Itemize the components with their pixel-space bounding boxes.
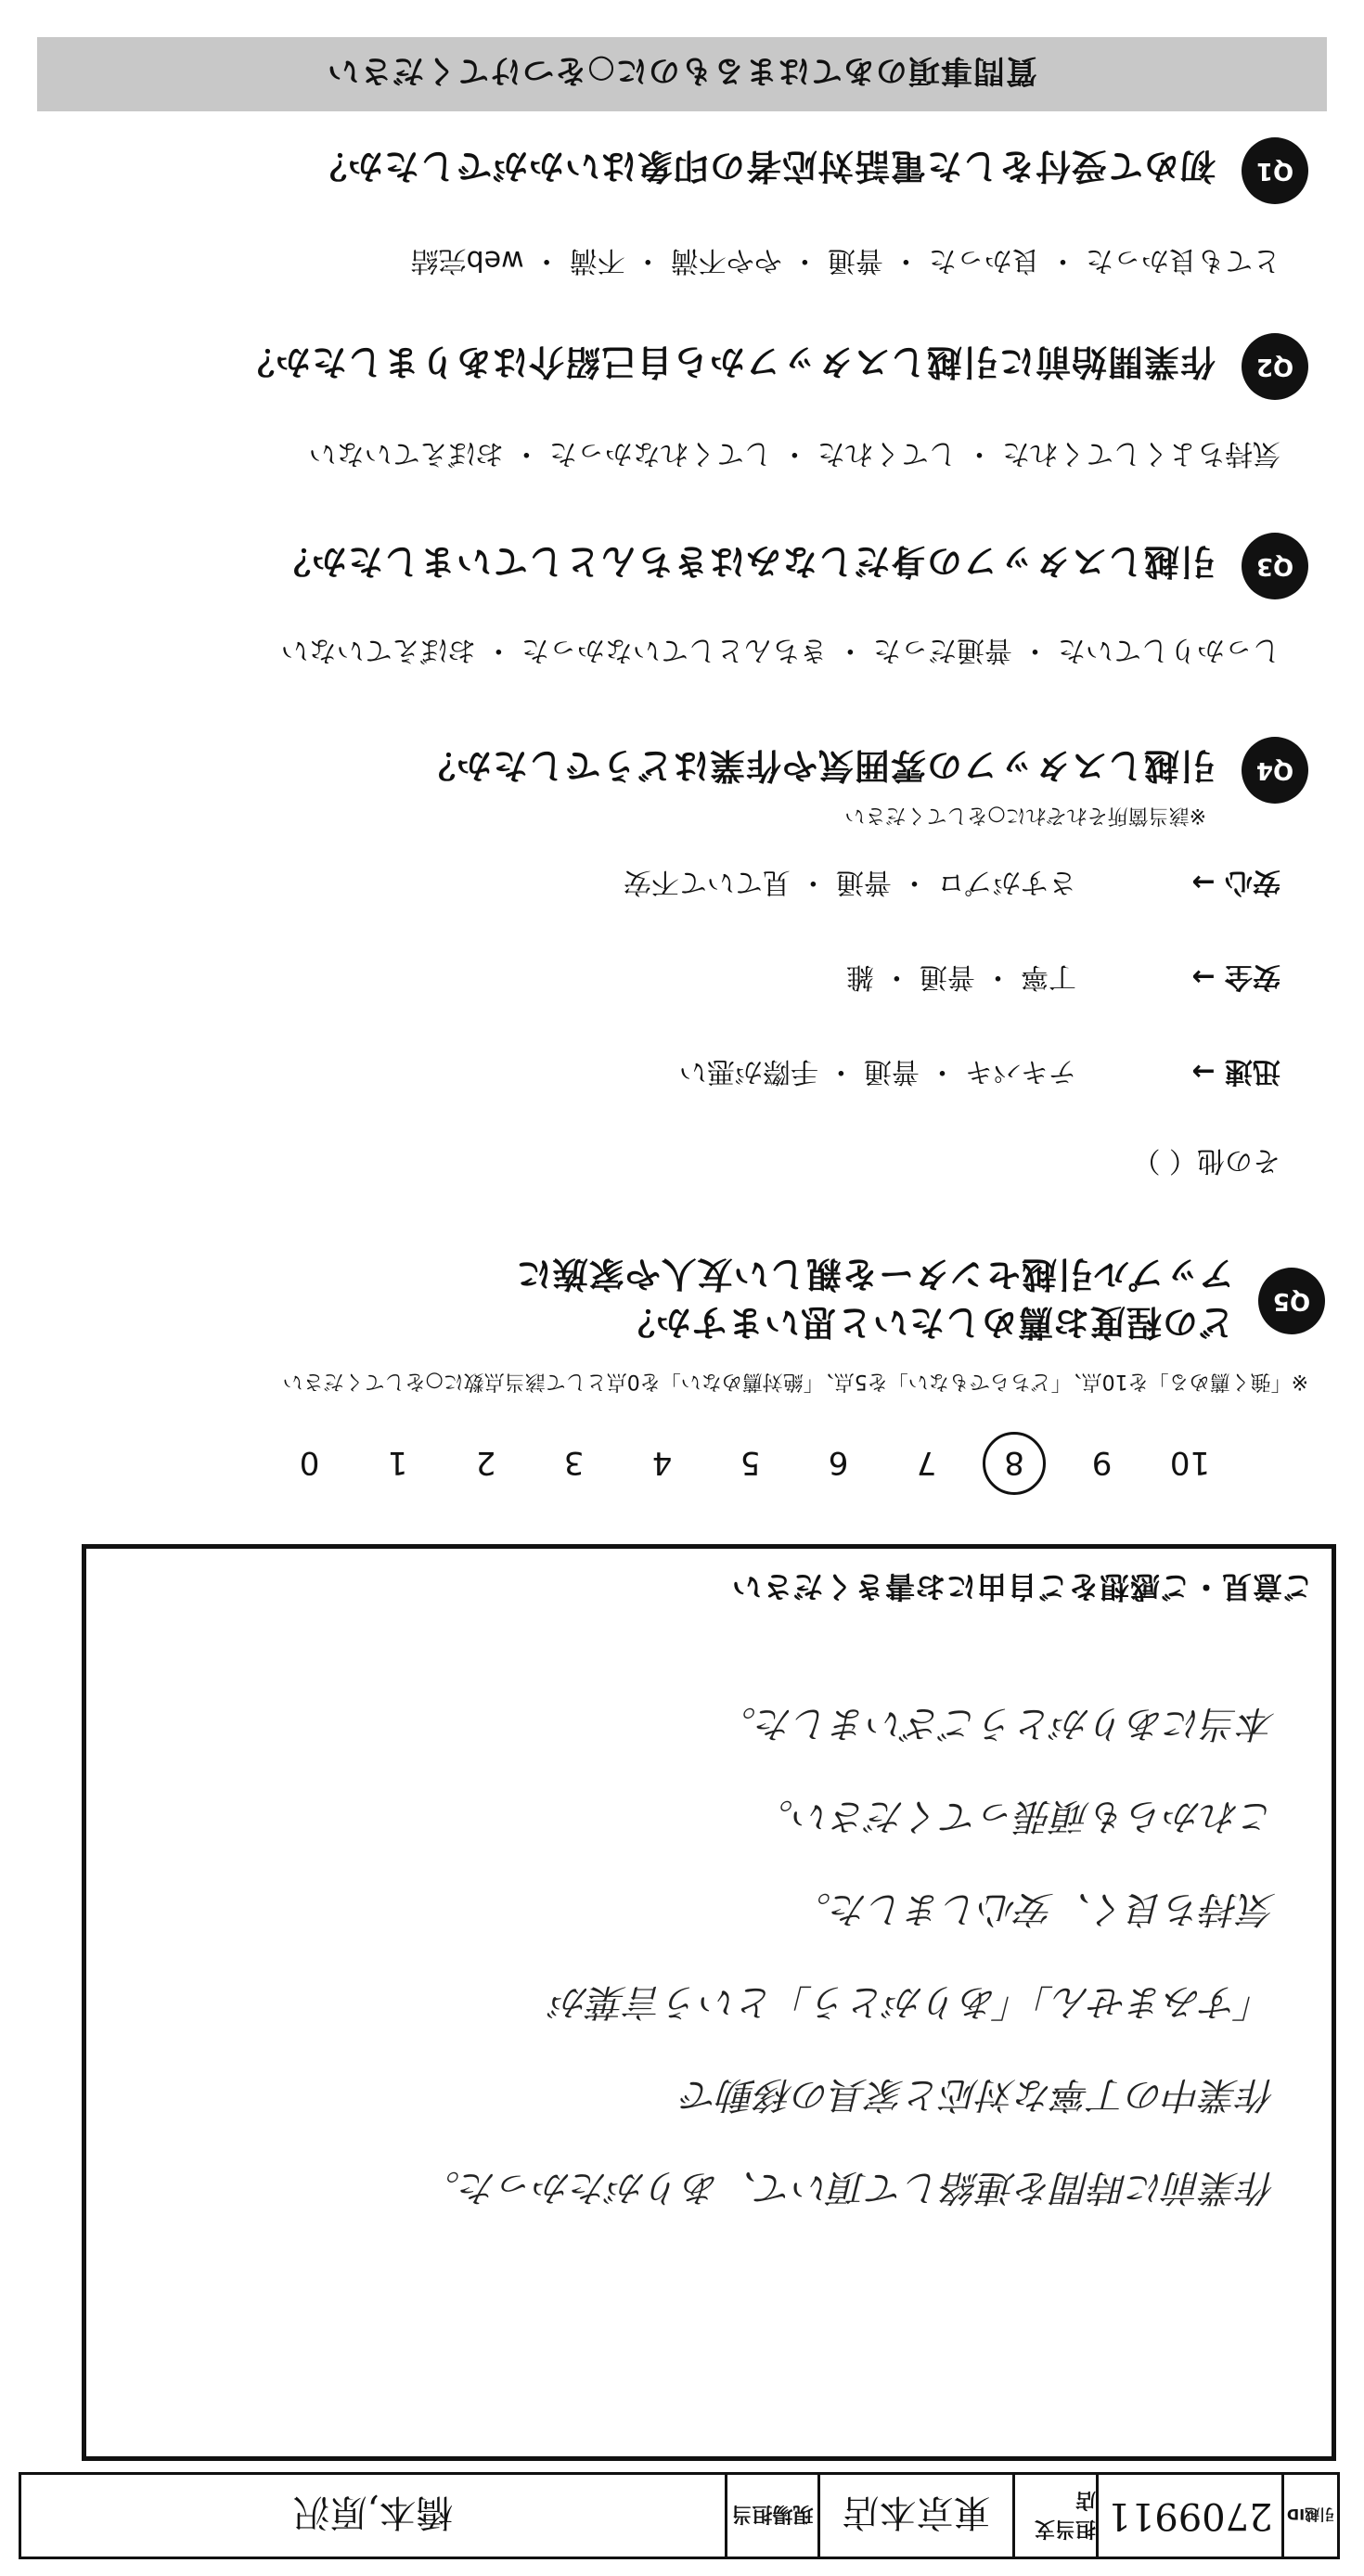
staff-value: 橋本,原沢 [292,2491,454,2534]
q3-options[interactable]: しっかりしていた ・ 普通だった ・ きちんとしていなかった ・ おぼえていない [280,634,1280,666]
branch-value-cell [817,2475,1012,2557]
branch-value: 東京本店 [842,2491,991,2534]
q3-question: 引越しスタッフの身だしなみはきちんとしていましたか？ [274,541,1216,582]
q4-note: ※該当箇所それぞれに○をしてください [844,804,1206,827]
id-value: 2709911 [1107,2494,1273,2537]
comment-line: 作業中の丁寧な対応と家具の移動で [682,2073,1276,2116]
comment-line: 本当にありがとうございました。 [719,1702,1276,1745]
q4-row3-label: 迅速 → [1191,1055,1280,1088]
q4-row2-options[interactable]: 丁寧 ・ 普通 ・ 雑 [845,960,1076,993]
id-label: 引越ID [1286,2505,1335,2524]
q2-badge: Q2 [1242,333,1308,400]
comments-handwriting [162,1677,1276,2234]
scale-6[interactable]: 6 [828,1444,849,1481]
nps-scale [213,1432,1234,1495]
q4-other[interactable]: その他（ ） [1132,1144,1280,1177]
q2-question: 作業開始前に引越しスタッフから自己紹介はありましたか？ [238,341,1216,382]
scale-10[interactable]: 10 [1169,1444,1211,1481]
branch-label: 担当支店 [1034,2488,1096,2540]
q4-row1-label: 安心 → [1191,866,1280,898]
q1-badge: Q1 [1242,137,1308,204]
q3-badge: Q3 [1242,533,1308,599]
q5-note: ※「強く薦める」を10点、「どちらでもない」を5点、「絶対薦めない」を0点として該当点数に○をしてください [282,1370,1308,1393]
instruction-text: 質問事項のあてはまるものに○をつけてください [327,52,1037,90]
header-strip [19,2472,1340,2559]
scale-1[interactable]: 1 [387,1444,408,1481]
q4-question: 引越しスタッフの雰囲気や作業はどうでしたか？ [418,745,1216,786]
q1-question: 初めて受付をした電話対応者の印象はいかがでしたか？ [310,146,1216,187]
q4-row3-options[interactable]: テキパキ ・ 普通 ・ 手際が悪い [678,1055,1076,1088]
id-value-cell [1096,2475,1281,2557]
scale-0[interactable]: 0 [299,1444,320,1481]
q4-badge: Q4 [1242,737,1308,804]
comments-box [82,1544,1336,2461]
comment-line: 「すみません」「ありがとう」という言葉が [552,1980,1276,2023]
staff-label: 現場担当 [731,2502,814,2526]
scale-4[interactable]: 4 [651,1444,673,1481]
instruction-bar [37,37,1327,111]
q5-question-line1: アップル引越センターを親しい友人や家族に [515,1254,1234,1294]
staff-label-cell [725,2475,817,2557]
branch-label-cell [1012,2475,1096,2557]
scale-9[interactable]: 9 [1091,1444,1113,1481]
q1-options[interactable]: とても良かった ・ 良かった ・ 普通 ・ やや不満 ・ 不満 ・ web完結 [410,244,1280,277]
comment-line: 気持ち良く、安心しました。 [793,1887,1276,1930]
q5-badge: Q5 [1258,1268,1325,1334]
scale-5[interactable]: 5 [740,1444,761,1481]
comment-line: これからも頑張ってください。 [756,1795,1276,1837]
scale-2[interactable]: 2 [475,1444,496,1481]
comments-title: ご意見・ご感想をご自由にお書きください [730,1569,1313,1604]
scale-8[interactable]: 8 [983,1432,1046,1495]
comment-line: 作業前に時間を連絡して頂いて、ありがたかった。 [422,2166,1276,2209]
staff-value-cell [21,2475,725,2557]
q4-row2-label: 安全 → [1191,960,1280,993]
scale-7[interactable]: 7 [916,1444,937,1481]
q5-question-line2: どの程度お薦めしたいと思いますか？ [618,1302,1234,1343]
q4-row1-options[interactable]: さすがプロ ・ 普通 ・ 見ていて不安 [623,866,1076,898]
id-label-cell [1281,2475,1337,2557]
scale-3[interactable]: 3 [563,1444,585,1481]
q2-options[interactable]: 気持ちよくしてくれた ・ してくれた ・ してくれなかった ・ おぼえていない [308,437,1280,470]
